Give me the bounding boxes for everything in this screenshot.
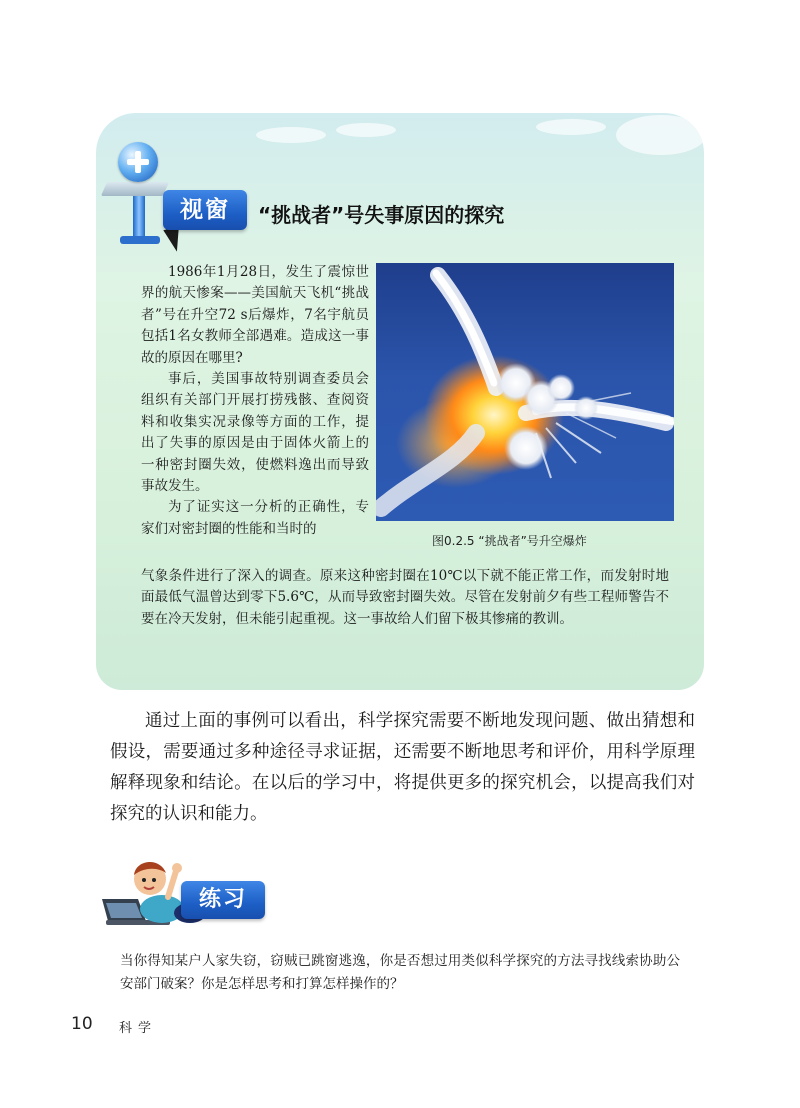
story-paragraph: 事后，美国事故特别调查委员会组织有关部门开展打捞残骸、查阅资料和收集实况录像等方面的工作，提出了失事的原因是由于固体火箭上的一种密封圈失效，使燃料逸出而导致事故发生。 (141, 371, 369, 495)
figure-caption: 图0.2.5 “挑战者”号升空爆炸 (432, 534, 587, 548)
exercise-text: 当你得知某户人家失窃，窃贼已跳窗逃逸，你是否想过用类似科学探究的方法寻找线索协助公安部门破案？你是怎样思考和打算怎样操作的？ (120, 953, 680, 992)
story-paragraph: 1986年1月28日，发生了震惊世界的航天惨案——美国航天飞机“挑战者”号在升空72 s后爆炸，7名宇航员包括1名女教师全部遇难。造成这一事故的原因在哪里? (141, 264, 369, 366)
cloud-decoration (336, 123, 396, 137)
window-story-text (141, 262, 369, 540)
cloud-decoration (536, 119, 606, 135)
signpost-globe-icon (118, 142, 158, 182)
story-paragraph: 为了证实这一分析的正确性，专家们对密封圈的性能和当时的 (141, 499, 369, 537)
body-paragraph: 通过上面的事例可以看出，科学探究需要不断地发现问题、做出猜想和假设，需要通过多种途径寻求证据，还需要不断地思考和评价，用科学原理解释现象和结论。在以后的学习中，将提供更多的探究机会，以提高我们对探究的认识和能力。 (110, 711, 695, 824)
page-number: 10 (71, 1014, 93, 1034)
cloud-decoration (616, 115, 704, 155)
story-paragraph-continued: 气象条件进行了深入的调查。原来这种密封圈在10℃以下就不能正常工作，而发射时地面最低气温曾达到零下5.6℃，从而导致密封圈失效。尽管在发射前夕有些工程师警告不要在冷天发射，但未能引起重视。这一事故给人们留下极其惨痛的教训。 (141, 568, 669, 627)
page-subject: 科学 (119, 1021, 158, 1036)
window-label-board (163, 190, 247, 230)
window-label: 视窗 (180, 197, 230, 223)
cloud-decoration (256, 127, 326, 143)
exercise-label: 练习 (198, 887, 247, 912)
exercise-label-board (181, 881, 265, 919)
signpost-base (120, 236, 160, 244)
signpost-arm (101, 182, 169, 196)
challenger-explosion-photo (376, 263, 674, 521)
window-title: “挑战者”号失事原因的探究 (258, 203, 505, 227)
